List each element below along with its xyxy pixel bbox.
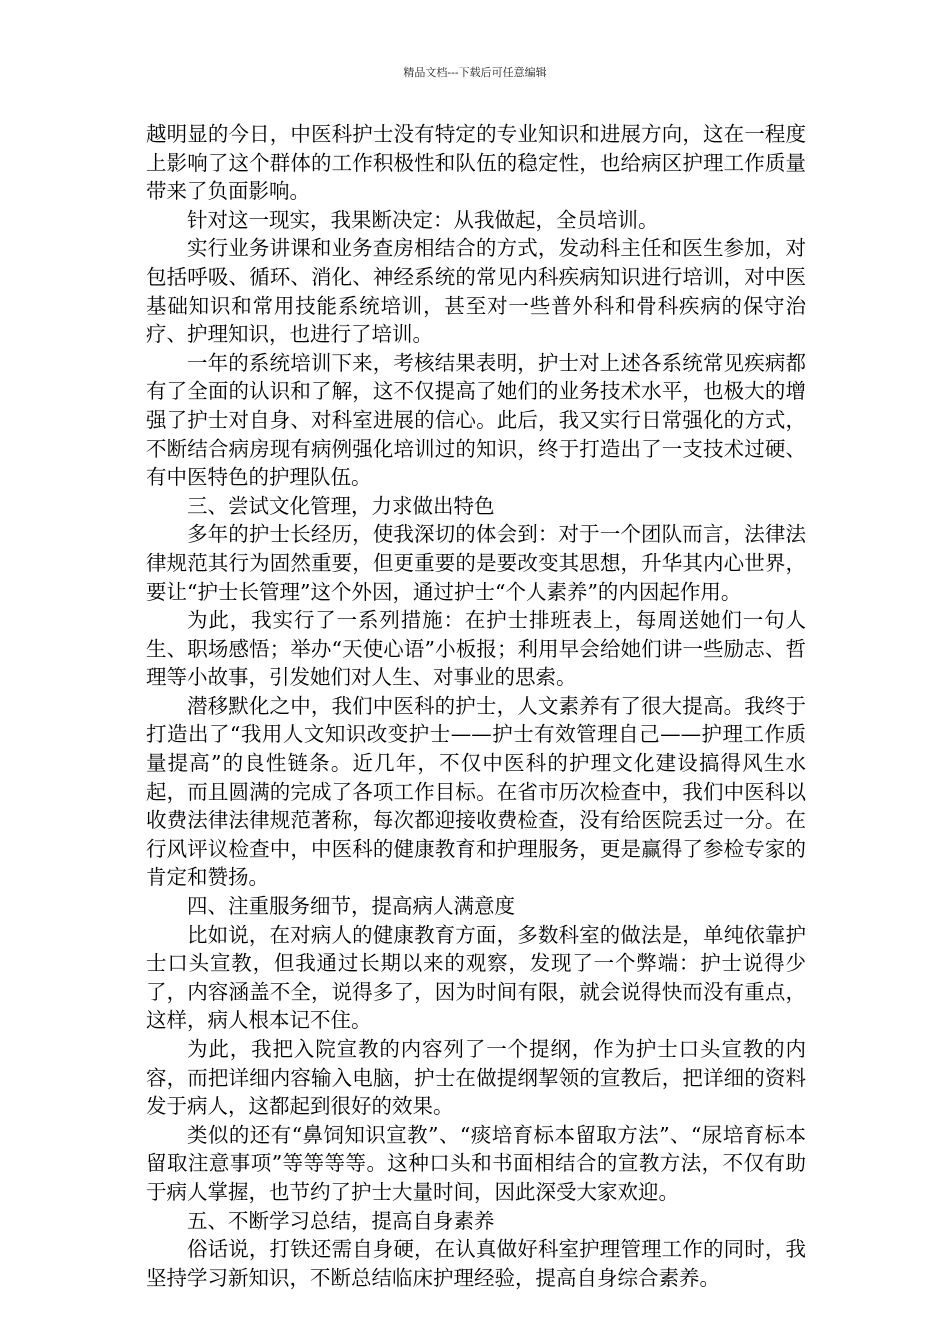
paragraph: 实行业务讲课和业务查房相结合的方式，发动科主任和医生参加，对包括呼吸、循环、消化、神经系统的常见内科疾病知识进行培训，对中医基础知识和常用技能系统培训，甚至对一些普外科和骨科疾病的保守治疗、护理知识，也进行了培训。 (146, 236, 806, 347)
paragraph: 俗话说，打铁还需自身硬，在认真做好科室护理管理工作的同时，我坚持学习新知识，不断总结临床护理经验，提高自身综合素养。 (146, 1237, 806, 1290)
paragraph-continuation: 越明显的今日，中医科护士没有特定的专业知识和进展方向，这在一程度上影响了这个群体的工作积极性和队伍的稳定性，也给病区护理工作质量带来了负面影响。 (146, 122, 806, 204)
paragraph: 比如说，在对病人的健康教育方面，多数科室的做法是，单纯依靠护士口头宣教，但我通过长期以来的观察，发现了一个弊端：护士说得少了，内容涵盖不全，说得多了，因为时间有限，就会说得快而没有重点，这样，病人根本记不住。 (146, 922, 806, 1033)
section-heading: 三、尝试文化管理，力求做出特色 (187, 493, 495, 518)
paragraph: 多年的护士长经历，使我深切的体会到：对于一个团队而言，法律法律规范其行为固然重要，但更重要的是要改变其思想，升华其内心世界，要让“护士长管理”这个外因，通过护士“个人素养”的内因起作用。 (146, 522, 806, 604)
paragraph: 为此，我把入院宣教的内容列了一个提纲，作为护士口头宣教的内容，而把详细内容输入电脑，护士在做提纲挈领的宣教后，把详细的资料发于病人，这都起到很好的效果。 (146, 1037, 806, 1119)
section-heading: 四、注重服务细节，提高病人满意度 (187, 894, 515, 919)
paragraph: 一年的系统培训下来，考核结果表明，护士对上述各系统常见疾病都有了全面的认识和了解，这不仅提高了她们的业务技术水平，也极大的增强了护士对自身、对科室进展的信心。此后，我又实行日常强化的方式，不断结合病房现有病例强化培训过的知识，终于打造出了一支技术过硬、有中医特色的护理队伍。 (146, 350, 806, 490)
section-heading: 五、不断学习总结，提高自身素养 (187, 1208, 495, 1233)
paragraph: 针对这一现实，我果断决定：从我做起，全员培训。 (187, 207, 659, 232)
paragraph: 为此，我实行了一系列措施：在护士排班表上，每周送她们一句人生、职场感悟；举办“天使心语”小板报；利用早会给她们讲一些励志、哲理等小故事，引发她们对人生、对事业的思索。 (146, 608, 806, 690)
paragraph: 类似的还有“鼻饲知识宣教”、“痰培育标本留取方法”、“尿培育标本留取注意事项”等等等等。这种口头和书面相结合的宣教方法，不仅有助于病人掌握，也节约了护士大量时间，因此深受大家欢迎。 (146, 1122, 806, 1204)
page-header: 精品文档---下载后可任意编辑 (403, 66, 547, 79)
document-body (146, 120, 806, 1292)
paragraph: 潜移默化之中，我们中医科的护士，人文素养有了很大提高。我终于打造出了“我用人文知识改变护士——护士有效管理自己——护理工作质量提高”的良性链条。近几年，不仅中医科的护理文化建设搞得风生水起，而且圆满的完成了各项工作目标。在省市历次检查中，我们中医科以收费法律法律规范著称，每次都迎接收费检查，没有给医院丢过一分。在行风评议检查中，中医科的健康教育和护理服务，更是赢得了参检专家的肯定和赞扬。 (146, 693, 806, 890)
